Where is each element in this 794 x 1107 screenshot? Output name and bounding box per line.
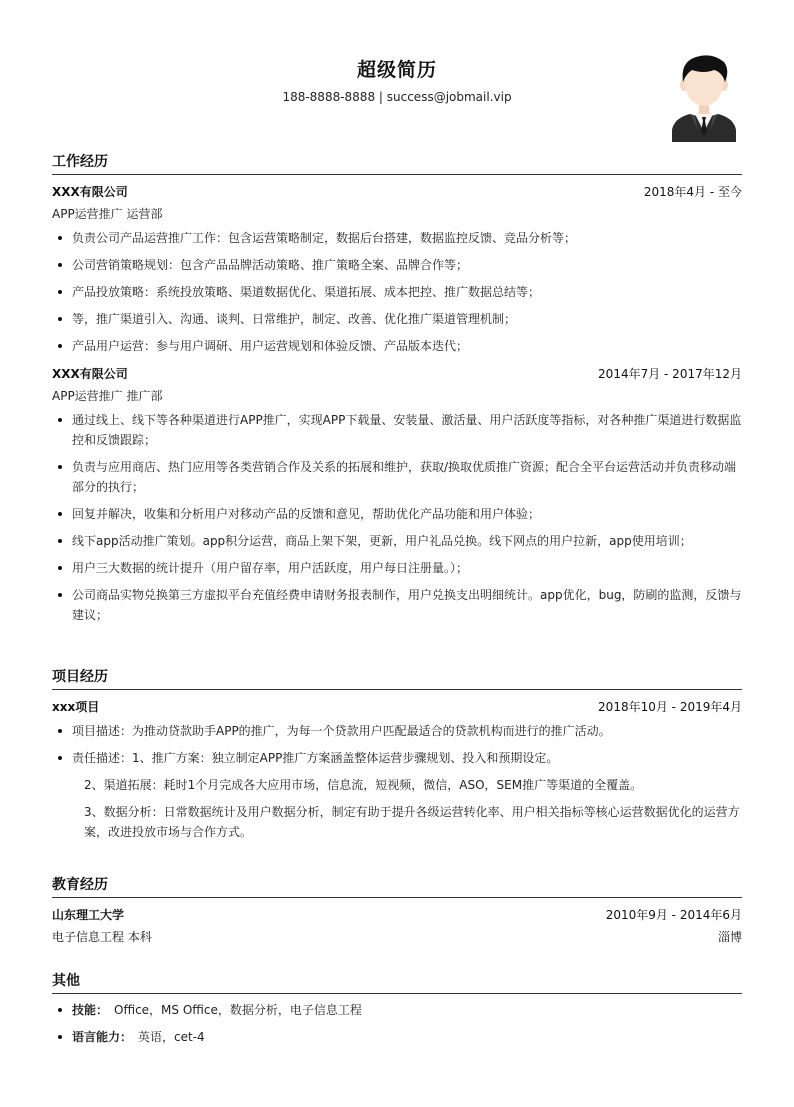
school-name: 山东理工大学 xyxy=(52,908,125,922)
job-position: APP运营推广 运营部 xyxy=(52,207,163,221)
list-item: 负责公司产品运营推广工作：包含运营策略制定，数据后台搭建，数据监控反馈、竞品分析等； xyxy=(52,228,742,248)
education-location: 淄博 xyxy=(717,930,742,944)
work-section xyxy=(52,150,742,632)
project-date: 2018年10月 - 2019年4月 xyxy=(598,700,742,714)
resume-header xyxy=(0,0,794,150)
list-item: 线下app活动推广策划。app积分运营，商品上架下架，更新，用户礼品兑换。线下网点的用户拉新，app使用培训； xyxy=(52,531,742,551)
education-section xyxy=(52,873,742,948)
company-name: XXX有限公司 xyxy=(52,367,128,381)
job-entry xyxy=(52,181,742,356)
list-item: 产品投放策略：系统投放策略、渠道数据优化、渠道拓展、成本把控、推广数据总结等； xyxy=(52,282,742,302)
list-item: 负责与应用商店、热门应用等各类营销合作及关系的拓展和维护，获取/换取优质推广资源；配合全平台运营活动并负责移动端部分的执行； xyxy=(52,457,742,497)
list-item: 公司商品实物兑换第三方虚拟平台充值经费申请财务报表制作，用户兑换支出明细统计。app优化，bug，防刷的监测，反馈与建议； xyxy=(52,585,742,625)
list-item: 公司营销策略规划：包含产品品牌活动策略、推广策略全案、品牌合作等； xyxy=(52,255,742,275)
project-name: xxx项目 xyxy=(52,700,100,714)
list-item: 回复并解决，收集和分析用户对移动产品的反馈和意见，帮助优化产品功能和用户体验； xyxy=(52,504,742,524)
job-date: 2014年7月 - 2017年12月 xyxy=(598,367,742,381)
skills-label: 技能： xyxy=(72,1003,109,1017)
list-item xyxy=(52,1027,742,1047)
list-item: 通过线上、线下等各种渠道进行APP推广，实现APP下载量、安装量、激活量、用户活跃度等指标，对各种推广渠道进行数据监控和反馈跟踪； xyxy=(52,410,742,450)
project-section xyxy=(52,665,742,849)
job-entry xyxy=(52,363,742,625)
list-item-continuation: 2、渠道拓展：耗时1个月完成各大应用市场，信息流，短视频，微信，ASO，SEM推广等渠道的全覆盖。 xyxy=(84,778,643,792)
skills-value: Office，MS Office，数据分析，电子信息工程 xyxy=(114,1003,362,1017)
businessman-avatar-icon xyxy=(668,52,740,142)
section-title: 工作经历 xyxy=(52,150,742,175)
other-section xyxy=(52,969,742,1054)
list-item xyxy=(52,1000,742,1020)
list-item: 产品用户运营：参与用户调研、用户运营规划和体验反馈、产品版本迭代； xyxy=(52,336,742,356)
section-title: 教育经历 xyxy=(52,873,742,898)
list-item: 项目描述：为推动贷款助手APP的推广，为每一个贷款用户匹配最适合的贷款机构而进行的推广活动。 xyxy=(52,721,742,741)
job-position: APP运营推广 推广部 xyxy=(52,389,163,403)
education-date: 2010年9月 - 2014年6月 xyxy=(605,908,742,922)
list-item-continuation: 3、数据分析：日常数据统计及用户数据分析，制定有助于提升各级运营转化率、用户相关指标等核心运营数据优化的运营方案，改进投放市场与合作方式。 xyxy=(84,805,740,839)
major: 电子信息工程 本科 xyxy=(52,930,152,944)
language-label: 语言能力： xyxy=(72,1030,133,1044)
section-title: 项目经历 xyxy=(52,665,742,690)
language-value: 英语，cet-4 xyxy=(138,1030,205,1044)
job-date: 2018年4月 - 至今 xyxy=(643,185,742,199)
resume-name: 超级简历 xyxy=(356,59,437,81)
list-item: 用户三大数据的统计提升（用户留存率，用户活跃度，用户每日注册量。）； xyxy=(52,558,742,578)
list-item: 等，推广渠道引入、沟通、谈判、日常维护，制定、改善、优化推广渠道管理机制； xyxy=(52,309,742,329)
company-name: XXX有限公司 xyxy=(52,185,128,199)
contact-info: 188-8888-8888 | success@jobmail.vip xyxy=(282,90,512,104)
section-title: 其他 xyxy=(52,969,742,994)
list-item: 责任描述：1、推广方案：独立制定APP推广方案涵盖整体运营步骤规划、投入和预期设定。 xyxy=(52,748,742,768)
